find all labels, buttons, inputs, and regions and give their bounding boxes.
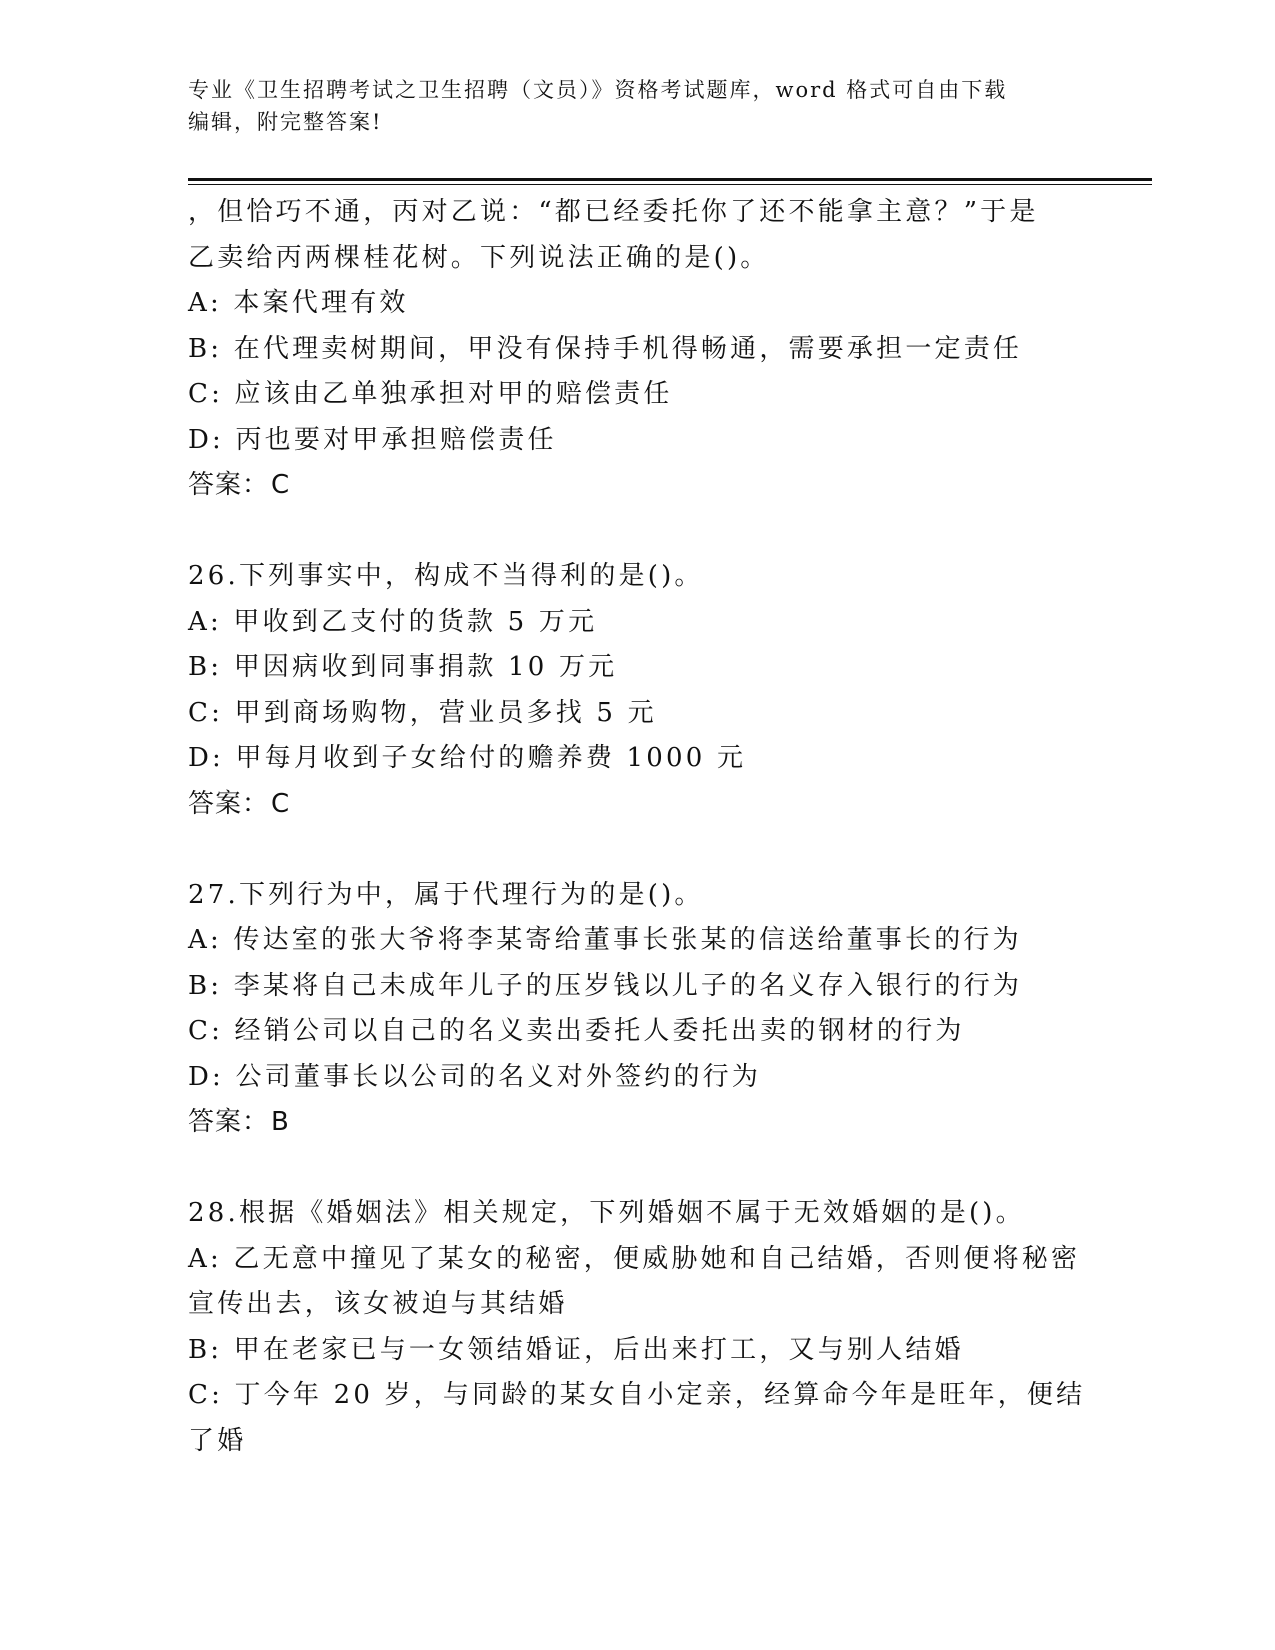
option-d: D: 公司董事长以公司的名义对外签约的行为 <box>188 1061 762 1092</box>
question-28 <box>188 1191 1088 1464</box>
header-divider-thick <box>188 178 1152 181</box>
answer-value: C <box>271 788 291 819</box>
header-line-1: 专业《卫生招聘考试之卫生招聘（文员）》资格考试题库，word 格式可自由下载 <box>188 78 1008 102</box>
option-c: C: 应该由乙单独承担对甲的赔偿责任 <box>188 379 673 409</box>
question-25 <box>188 190 1088 509</box>
option-b: B: 甲因病收到同事捐款 10 万元 <box>188 652 618 682</box>
answer-line <box>188 782 1088 828</box>
question-stem: 乙卖给丙两棵桂花树。下列说法正确的是()。 <box>188 242 770 273</box>
document-header <box>188 74 1088 138</box>
option-b: B: 在代理卖树期间，甲没有保持手机得畅通，需要承担一定责任 <box>188 333 1023 364</box>
option-a: A: 传达室的张大爷将李某寄给董事长张某的信送给董事长的行为 <box>188 925 1022 955</box>
option-a-continued: 宣传出去，该女被迫与其结婚 <box>188 1289 568 1319</box>
header-divider-thin <box>188 184 1152 185</box>
question-stem: ，但恰巧不通，丙对乙说：“都已经委托你了还不能拿主意？”于是 <box>188 197 1039 227</box>
spacer <box>188 1146 1088 1192</box>
answer-value: B <box>271 1107 290 1137</box>
question-27 <box>188 873 1088 1146</box>
spacer <box>188 827 1088 873</box>
header-line-2: 编辑，附完整答案! <box>188 110 383 134</box>
answer-label: 答案： <box>188 788 270 819</box>
answer-line <box>188 463 1088 509</box>
answer-label: 答案： <box>188 470 270 500</box>
option-b: B: 甲在老家已与一女领结婚证，后出来打工，又与别人结婚 <box>188 1334 964 1365</box>
question-stem: 27.下列行为中，属于代理行为的是()。 <box>188 879 704 910</box>
question-stem: 26.下列事实中，构成不当得利的是()。 <box>188 561 704 591</box>
question-stem: 28.根据《婚姻法》相关规定，下列婚姻不属于无效婚姻的是()。 <box>188 1198 1025 1228</box>
option-c: C: 甲到商场购物，营业员多找 5 元 <box>188 697 657 728</box>
option-a: A: 乙无意中撞见了某女的秘密，便威胁她和自己结婚，否则便将秘密 <box>188 1243 1081 1274</box>
answer-line <box>188 1100 1088 1146</box>
option-d: D: 甲每月收到子女给付的赡养费 1000 元 <box>188 743 747 773</box>
option-c: C: 经销公司以自己的名义卖出委托人委托出卖的钢材的行为 <box>188 1016 965 1046</box>
spacer <box>188 509 1088 555</box>
answer-value: C <box>271 470 291 500</box>
option-a: A: 甲收到乙支付的货款 5 万元 <box>188 606 598 637</box>
option-b: B: 李某将自己未成年儿子的压岁钱以儿子的名义存入银行的行为 <box>188 970 1023 1001</box>
question-26 <box>188 554 1088 827</box>
option-d: D: 丙也要对甲承担赔偿责任 <box>188 424 557 455</box>
option-c: C: 丁今年 20 岁，与同龄的某女自小定亲，经算命今年是旺年，便结 <box>188 1380 1086 1410</box>
answer-label: 答案： <box>188 1107 270 1137</box>
option-c-continued: 了婚 <box>188 1425 247 1456</box>
option-a: A: 本案代理有效 <box>188 288 409 318</box>
question-list <box>188 190 1088 1464</box>
